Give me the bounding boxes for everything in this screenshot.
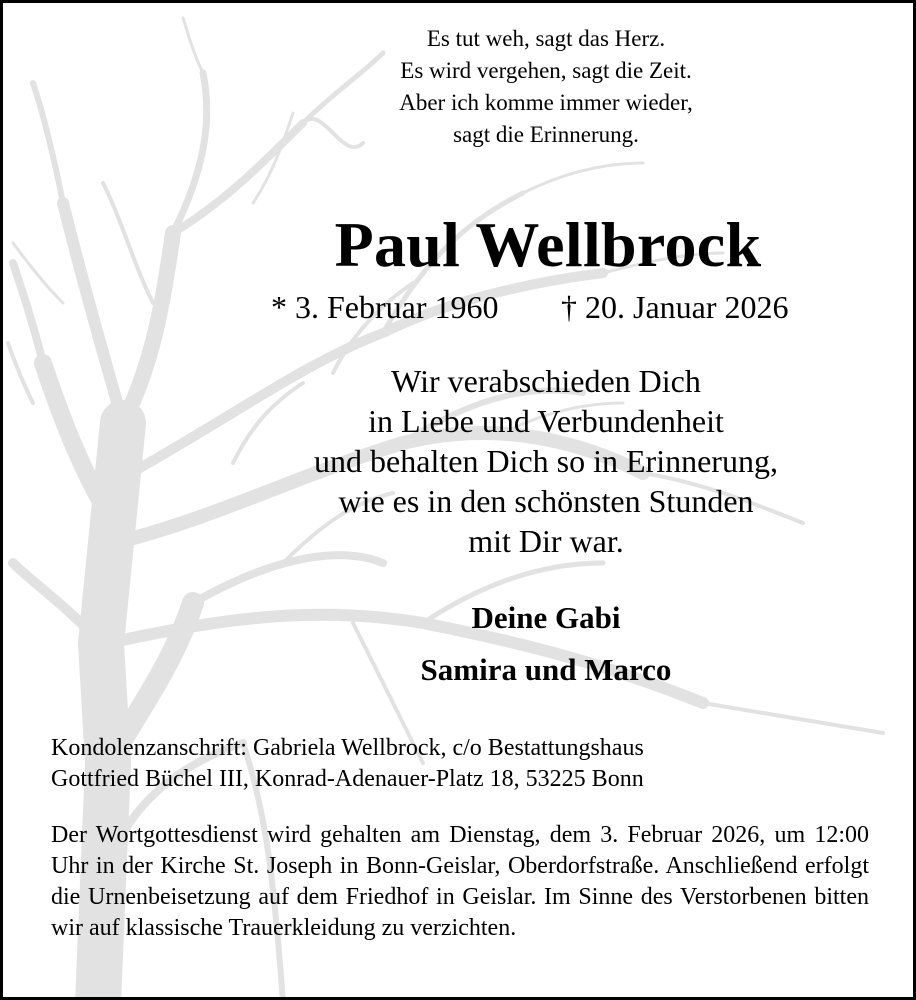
poem-line: Es tut weh, sagt das Herz. [426,26,666,51]
farewell-line: in Liebe und Verbundenheit [368,403,724,439]
condolence-address [51,733,871,795]
farewell-line: wie es in den schönsten Stunden [338,483,754,519]
service-announcement: Der Wortgottesdienst wird gehalten am Dienstag, dem 3. Februar 2026, um 12:00 Uhr in der Kirche St. Joseph in Bonn-Geislar, Oberdorfstraße. Anschließend erfolgt die Urnenbeisetzung auf dem Friedhof in Geislar. Im Sinne des Verstorbenen bitten wir auf klassische Trauerkleidung zu verzichten. [51,822,869,941]
address-line: Kondolenzanschrift: Gabriela Wellbrock, c/o Bestattungshaus [51,735,644,761]
poem-line: Aber ich komme immer wieder, [399,90,693,115]
signature-samira-marco: Samira und Marco [420,652,672,687]
signature-gabi: Deine Gabi [471,600,621,635]
farewell-line: Wir verabschieden Dich [391,363,701,399]
birth-date: * 3. Februar 1960 [271,289,499,325]
opening-poem [323,23,769,151]
farewell-line: und behalten Dich so in Erinnerung, [314,443,778,479]
poem-line: Es wird vergehen, sagt die Zeit. [400,58,692,83]
farewell-line: mit Dir war. [468,523,624,559]
poem-line: sagt die Erinnerung. [453,122,639,147]
deceased-name: Paul Wellbrock [334,209,762,280]
address-line: Gottfried Büchel III, Konrad-Adenauer-Platz 18, 53225 Bonn [51,766,644,792]
death-date: † 20. Januar 2026 [561,289,789,325]
farewell-text [273,361,819,561]
